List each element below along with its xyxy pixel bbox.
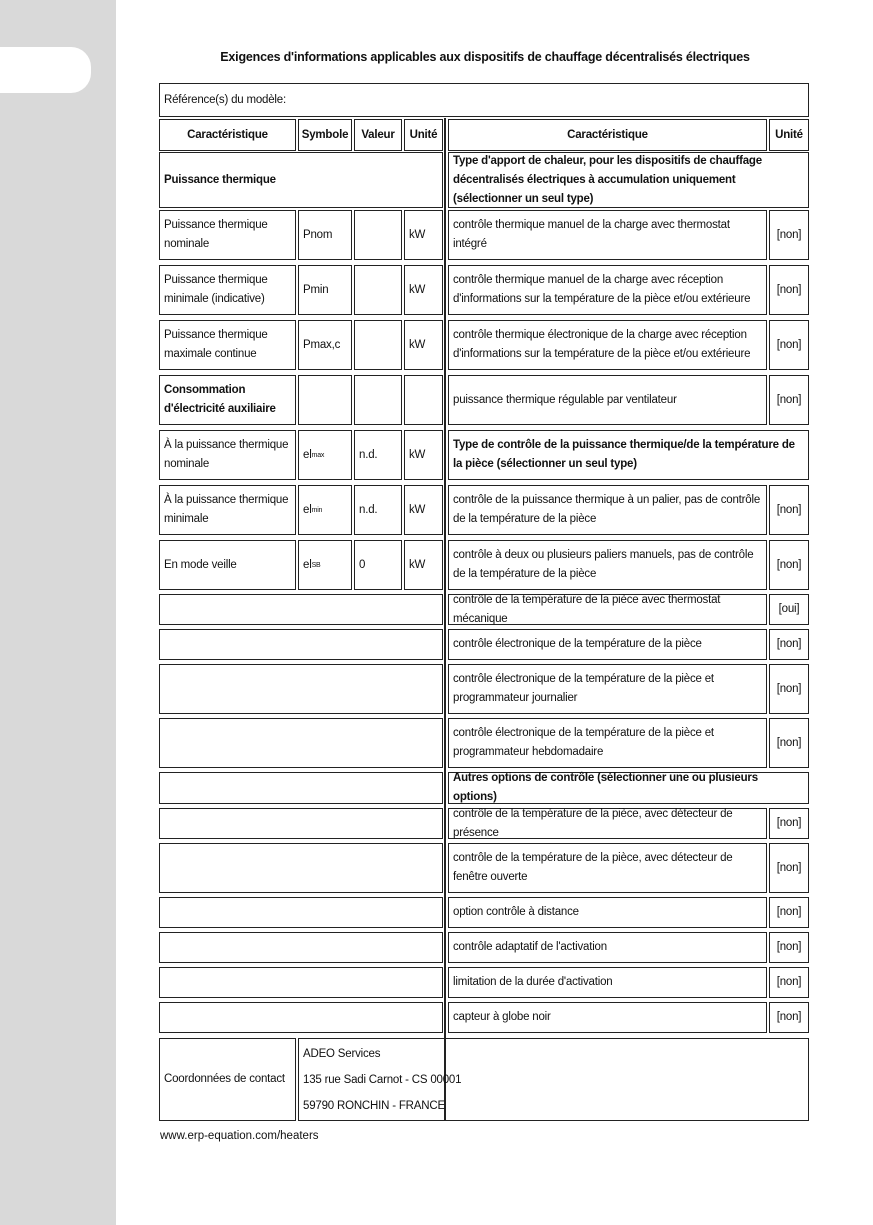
storage-row-value: [non]: [769, 320, 809, 370]
aux-empty-symbol: [298, 375, 352, 425]
storage-row-value: [non]: [769, 210, 809, 260]
section-aux-consumption: Consommation d'électricité auxiliaire: [159, 375, 296, 425]
other-row-value: [non]: [769, 1002, 809, 1033]
header-value: Valeur: [354, 119, 402, 151]
empty-cell: [159, 1002, 443, 1033]
aux-minimum-symbol: [298, 485, 352, 535]
minimum-symbol: Pmin: [298, 265, 352, 315]
aux-nominal-symbol: [298, 430, 352, 480]
aux-standby-label: En mode veille: [159, 540, 296, 590]
other-row-label: contrôle adaptatif de l'activation: [448, 932, 767, 963]
other-row-label: option contrôle à distance: [448, 897, 767, 928]
other-row-value: [non]: [769, 897, 809, 928]
maximum-value: [354, 320, 402, 370]
empty-cell: [159, 629, 443, 660]
symbol-sub: min: [311, 506, 323, 514]
header-right-characteristic: Caractéristique: [448, 119, 767, 151]
symbol-main: el: [303, 503, 312, 516]
storage-row-value: [non]: [769, 265, 809, 315]
storage-row-label: contrôle thermique manuel de la charge avec réception d'informations sur la température de la pièce et/ou extérieure: [448, 265, 767, 315]
empty-cell: [159, 897, 443, 928]
other-row-value: [non]: [769, 932, 809, 963]
empty-cell: [159, 808, 443, 839]
aux-empty-unit: [404, 375, 443, 425]
nominal-label: Puissance thermique nominale: [159, 210, 296, 260]
aux-nominal-unit: kW: [404, 430, 443, 480]
header-unit: Unité: [404, 119, 443, 151]
aux-minimum-unit: kW: [404, 485, 443, 535]
aux-nominal-value: n.d.: [354, 430, 402, 480]
symbol-main: el: [303, 448, 312, 461]
empty-cell: [159, 664, 443, 714]
model-reference-field: Référence(s) du modèle:: [159, 83, 809, 117]
aux-empty-value: [354, 375, 402, 425]
header-symbol: Symbole: [298, 119, 352, 151]
contact-label: Coordonnées de contact: [159, 1038, 296, 1121]
control-row-label: contrôle électronique de la température de la pièce et programmateur journalier: [448, 664, 767, 714]
control-row-value: [oui]: [769, 594, 809, 625]
nominal-symbol: Pnom: [298, 210, 352, 260]
page-title: Exigences d'informations applicables aux dispositifs de chauffage décentralisés électriques: [220, 50, 750, 64]
aux-minimum-label: À la puissance thermique minimale: [159, 485, 296, 535]
aux-minimum-value: n.d.: [354, 485, 402, 535]
nominal-unit: kW: [404, 210, 443, 260]
control-row-label: contrôle de la température de la pièce avec thermostat mécanique: [448, 594, 767, 625]
other-row-label: limitation de la durée d'activation: [448, 967, 767, 998]
minimum-unit: kW: [404, 265, 443, 315]
header-right-unit: Unité: [769, 119, 809, 151]
control-row-label: contrôle électronique de la température de la pièce et programmateur hebdomadaire: [448, 718, 767, 768]
maximum-label: Puissance thermique maximale continue: [159, 320, 296, 370]
contact-company: ADEO Services: [303, 1047, 381, 1060]
storage-row-label: puissance thermique régulable par ventilateur: [448, 375, 767, 425]
section-other-options: Autres options de contrôle (sélectionner une ou plusieurs options): [448, 772, 809, 804]
left-margin-strip: [0, 0, 116, 1225]
control-row-label: contrôle électronique de la température de la pièce: [448, 629, 767, 660]
symbol-sub: max: [311, 451, 325, 459]
control-row-value: [non]: [769, 540, 809, 590]
contact-details: [298, 1038, 809, 1121]
empty-cell: [159, 718, 443, 768]
section-control-type: Type de contrôle de la puissance thermique/de la température de la pièce (sélectionner un seul type): [448, 430, 809, 480]
empty-cell: [159, 772, 443, 804]
header-characteristic: Caractéristique: [159, 119, 296, 151]
other-row-label: contrôle de la température de la pièce, avec détecteur de fenêtre ouverte: [448, 843, 767, 893]
aux-standby-value: 0: [354, 540, 402, 590]
storage-row-label: contrôle thermique électronique de la charge avec réception d'informations sur la température de la pièce et/ou extérieure: [448, 320, 767, 370]
minimum-value: [354, 265, 402, 315]
contact-city: 59790 RONCHIN - FRANCE: [303, 1099, 445, 1112]
control-row-value: [non]: [769, 629, 809, 660]
storage-row-value: [non]: [769, 375, 809, 425]
control-row-value: [non]: [769, 718, 809, 768]
section-heat-output: Puissance thermique: [159, 152, 443, 208]
footer-url: www.erp-equation.com/heaters: [160, 1130, 319, 1142]
page-tab: [0, 47, 91, 93]
other-row-value: [non]: [769, 843, 809, 893]
aux-nominal-label: À la puissance thermique nominale: [159, 430, 296, 480]
other-row-value: [non]: [769, 967, 809, 998]
symbol-sub: SB: [311, 561, 321, 569]
empty-cell: [159, 594, 443, 625]
empty-cell: [159, 967, 443, 998]
other-row-value: [non]: [769, 808, 809, 839]
empty-cell: [159, 932, 443, 963]
aux-standby-symbol: [298, 540, 352, 590]
other-row-label: capteur à globe noir: [448, 1002, 767, 1033]
nominal-value: [354, 210, 402, 260]
control-row-value: [non]: [769, 485, 809, 535]
control-row-value: [non]: [769, 664, 809, 714]
storage-row-label: contrôle thermique manuel de la charge avec thermostat intégré: [448, 210, 767, 260]
other-row-label: contrôle de la température de la pièce, avec détecteur de présence: [448, 808, 767, 839]
maximum-unit: kW: [404, 320, 443, 370]
section-storage-heat-input: Type d'apport de chaleur, pour les dispositifs de chauffage décentralisés électriques à accumulation uniquement (sélectionner un seul type): [448, 152, 809, 208]
control-row-label: contrôle de la puissance thermique à un palier, pas de contrôle de la température de la pièce: [448, 485, 767, 535]
contact-street: 135 rue Sadi Carnot - CS 00001: [303, 1073, 462, 1086]
minimum-label: Puissance thermique minimale (indicative): [159, 265, 296, 315]
control-row-label: contrôle à deux ou plusieurs paliers manuels, pas de contrôle de la température de la pièce: [448, 540, 767, 590]
symbol-main: el: [303, 558, 312, 571]
empty-cell: [159, 843, 443, 893]
maximum-symbol: Pmax,c: [298, 320, 352, 370]
column-separator: [444, 118, 446, 1121]
aux-standby-unit: kW: [404, 540, 443, 590]
